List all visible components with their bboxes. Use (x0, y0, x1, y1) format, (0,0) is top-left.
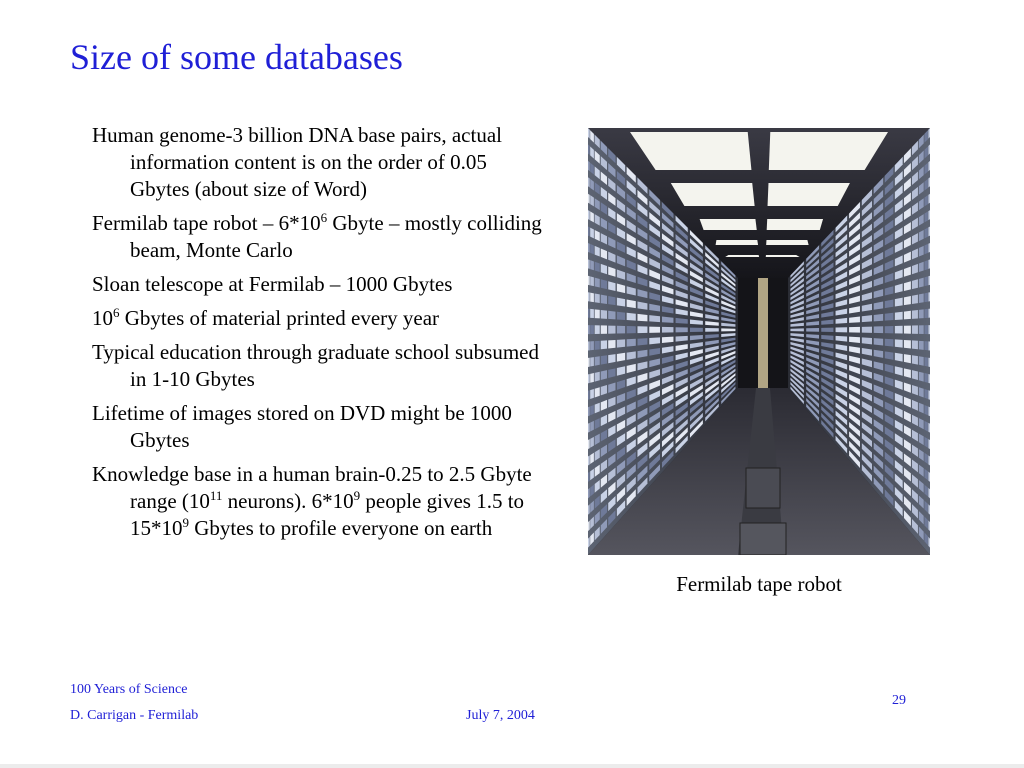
tape-cartridge (924, 421, 927, 432)
bullet-item (92, 461, 542, 542)
tape-cartridge (588, 210, 590, 220)
tape-cartridge (928, 210, 930, 220)
tape-cartridge (588, 390, 590, 400)
bullet-text: Human genome-3 billion DNA base pairs, actual information content is on the order of 0.05 Gbytes (about size of Word) (92, 123, 502, 201)
tape-cartridge (895, 353, 903, 362)
tape-cartridge (617, 326, 625, 334)
tape-cartridge (590, 309, 594, 318)
tape-cartridge (806, 328, 819, 332)
tape-cartridge (588, 455, 590, 465)
tape-cartridge (904, 340, 911, 349)
tape-cartridge (919, 325, 924, 334)
tape-cartridge (912, 295, 918, 304)
tape-cartridge (895, 312, 903, 320)
tape-cartridge (590, 421, 594, 432)
tape-cartridge (617, 312, 625, 320)
tape-cartridge (862, 337, 872, 344)
tape-cartridge (590, 341, 594, 350)
tape-cartridge (617, 298, 625, 307)
tape-cartridge (904, 296, 911, 305)
tape-cartridge (885, 339, 894, 347)
tape-cartridge (588, 144, 590, 155)
tape-cartridge (608, 296, 615, 305)
tape-cartridge (627, 313, 636, 321)
tape-cartridge (617, 339, 625, 347)
tape-cartridge (904, 311, 911, 320)
tape-cartridge (588, 292, 590, 301)
tape-cartridge (895, 339, 903, 347)
tape-cartridge (588, 374, 590, 383)
bullet-text: Sloan telescope at Fermilab – 1000 Gbytes (92, 272, 453, 296)
tape-cartridge (588, 341, 590, 350)
tape-cartridge (590, 357, 594, 366)
tape-cartridge (588, 177, 590, 187)
ceiling-light (768, 183, 850, 206)
tape-cartridge (637, 326, 647, 333)
tape-cartridge (874, 314, 883, 321)
tape-cartridge (676, 327, 688, 332)
tape-cartridge (627, 326, 636, 333)
tape-cartridge (637, 314, 647, 321)
tape-cartridge (924, 357, 927, 366)
tape-cartridge (595, 372, 600, 382)
exponent: 6 (113, 305, 120, 320)
ceiling-light (700, 219, 757, 230)
tape-cartridge (617, 353, 625, 362)
tape-cartridge (662, 327, 673, 333)
tape-cartridge (928, 374, 930, 383)
tape-cartridge (919, 293, 924, 302)
tape-cartridge (919, 372, 924, 382)
bullet-list (92, 122, 542, 549)
tape-cartridge (912, 340, 918, 349)
tape-cartridge (912, 370, 918, 380)
tape-cartridge (588, 194, 590, 204)
tape-cartridge (690, 328, 703, 332)
tape-cartridge (601, 310, 607, 319)
tape-cartridge (637, 338, 647, 345)
bullet-text: Gbytes to profile everyone on earth (189, 516, 493, 540)
tape-cartridge (588, 227, 590, 237)
tape-cartridge (588, 259, 590, 269)
tape-cartridge (924, 244, 927, 254)
tape-cartridge (705, 328, 719, 332)
ceiling-light (671, 183, 755, 206)
tape-cartridge (895, 326, 903, 334)
bullet-item (92, 339, 542, 393)
tape-cartridge (912, 355, 918, 364)
tape-robot-illustration (588, 128, 930, 555)
tape-cartridge (928, 177, 930, 187)
tape-cartridge (590, 373, 594, 383)
exponent: 6 (320, 210, 328, 225)
tape-cartridge (590, 276, 594, 286)
tape-cartridge (928, 472, 930, 482)
tape-cartridge (928, 390, 930, 400)
tape-cartridge (601, 325, 607, 333)
tape-cartridge (928, 194, 930, 204)
bullet-text: Fermilab tape robot – 6*10 (92, 211, 321, 235)
tape-cartridge (928, 325, 930, 334)
exponent: 9 (353, 488, 361, 503)
ceiling-light (766, 255, 800, 257)
tape-cartridge (924, 389, 927, 399)
footer-author: D. Carrigan - Fermilab (70, 708, 199, 723)
tape-cartridge (874, 338, 883, 345)
tape-cartridge (595, 293, 600, 302)
tape-cartridge (595, 309, 600, 318)
tape-cartridge (904, 326, 911, 334)
tape-cartridge (590, 325, 594, 334)
tape-cartridge (590, 260, 594, 270)
tape-cartridge (928, 292, 930, 301)
tape-cartridge (912, 279, 918, 289)
tape-cartridge (588, 243, 590, 253)
tape-cartridge (924, 309, 927, 318)
tape-cartridge (588, 276, 590, 285)
tape-cartridge (928, 227, 930, 237)
exponent: 9 (182, 515, 189, 530)
tape-cartridge (924, 276, 927, 286)
tape-cartridge (608, 311, 615, 320)
tape-cartridge (895, 298, 903, 307)
tape-cartridge (595, 356, 600, 365)
tape-cartridge (919, 341, 924, 350)
bullet-item (92, 210, 542, 264)
tape-cartridge (912, 310, 918, 319)
page-number: 29 (892, 693, 906, 708)
tape-cartridge (928, 341, 930, 350)
tape-cartridge (588, 325, 590, 334)
tape-cartridge (590, 293, 594, 302)
tape-cartridge (627, 339, 636, 347)
tape-cartridge (649, 315, 660, 322)
tape-cartridge (919, 309, 924, 318)
tape-cartridge (595, 278, 600, 288)
tape-cartridge (885, 326, 894, 333)
ceiling-light (766, 240, 808, 245)
tape-cartridge (924, 293, 927, 302)
bullet-text: Knowledge base in a human brain-0.25 to 2.5 Gbyte range (10 (92, 462, 532, 513)
tape-cartridge (588, 128, 590, 139)
tape-cartridge (590, 389, 594, 399)
footer-date: July 7, 2004 (466, 708, 535, 723)
tape-cartridge (608, 354, 615, 363)
tape-cartridge (588, 537, 590, 548)
tape-cartridge (928, 259, 930, 269)
tape-cartridge (790, 328, 803, 331)
tape-cartridge (588, 488, 590, 498)
bullet-item (92, 400, 542, 454)
bullet-text: 10 (92, 306, 113, 330)
tape-cartridge (928, 407, 930, 417)
tape-cartridge (919, 278, 924, 288)
tape-cartridge (928, 488, 930, 498)
tape-cartridge (836, 327, 848, 332)
tape-cartridge (588, 309, 590, 318)
bullet-item (92, 271, 542, 298)
tape-cartridge (928, 423, 930, 433)
tape-cartridge (924, 405, 927, 415)
tape-cartridge (919, 387, 924, 397)
tape-cartridge (928, 276, 930, 285)
tape-cartridge (874, 326, 883, 333)
bullet-text: Gbyte – mostly colliding beam, Monte Carlo (130, 211, 542, 262)
tape-cartridge (928, 128, 930, 139)
tape-cartridge (912, 325, 918, 333)
tape-cartridge (721, 328, 735, 331)
tape-cartridge (588, 161, 590, 171)
bullet-text: neurons). 6*10 (222, 489, 354, 513)
bullet-text: Typical education through graduate school subsumed in 1-10 Gbytes (92, 340, 539, 391)
tape-cartridge (595, 387, 600, 397)
tape-cartridge (919, 356, 924, 365)
tape-cartridge (928, 243, 930, 253)
photo-caption: Fermilab tape robot (676, 572, 842, 596)
tape-cartridge (928, 455, 930, 465)
tape-cartridge (924, 341, 927, 350)
tape-cartridge (928, 309, 930, 318)
tape-cartridge (601, 340, 607, 349)
tape-cartridge (862, 315, 872, 322)
bullet-item (92, 305, 542, 332)
tape-cartridge (649, 337, 660, 344)
ceiling-light (725, 255, 759, 257)
bullet-item (92, 122, 542, 203)
tape-cartridge (608, 326, 615, 334)
tape-cartridge (601, 279, 607, 289)
tape-cartridge (924, 373, 927, 383)
tape-cartridge (588, 423, 590, 433)
tape-cartridge (588, 439, 590, 449)
tape-cartridge (601, 355, 607, 364)
tape-cartridge (928, 439, 930, 449)
bullet-text: Gbytes of material printed every year (119, 306, 440, 330)
tape-cartridge (862, 327, 872, 333)
tape-robot-photo (588, 128, 930, 555)
tape-cartridge (588, 472, 590, 482)
bullet-text: Lifetime of images stored on DVD might be 1000 Gbytes (92, 401, 512, 452)
tape-cartridge (849, 327, 860, 333)
tape-cartridge (595, 341, 600, 350)
ceiling-light (716, 240, 758, 245)
bullet-text: people gives 1.5 to 15*10 (130, 489, 525, 540)
tape-cartridge (595, 325, 600, 334)
tape-cartridge (649, 327, 660, 333)
tape-cartridge (904, 354, 911, 363)
tape-cartridge (928, 504, 930, 515)
tape-cartridge (608, 340, 615, 349)
tape-cartridge (928, 521, 930, 532)
tape-cartridge (588, 407, 590, 417)
ceiling-light (767, 219, 823, 230)
tape-cartridge (601, 295, 607, 304)
tape-cartridge (885, 313, 894, 321)
tape-cartridge (928, 144, 930, 155)
tape-cartridge (821, 328, 833, 332)
tape-cartridge (928, 358, 930, 367)
tape-cartridge (924, 325, 927, 334)
tape-cartridge (919, 262, 924, 272)
tape-cartridge (590, 244, 594, 254)
slide-title: Size of some databases (70, 37, 403, 77)
tape-cartridge (590, 405, 594, 415)
tape-cartridge (928, 537, 930, 548)
exponent: 11 (209, 488, 223, 503)
tape-cartridge (588, 521, 590, 532)
tape-cartridge (924, 260, 927, 270)
tape-cartridge (595, 262, 600, 272)
tape-cartridge (601, 370, 607, 380)
footer-series: 100 Years of Science (70, 682, 188, 697)
bottom-rule (0, 764, 1024, 768)
tape-cartridge (588, 504, 590, 515)
tape-cartridge (588, 358, 590, 367)
tape-cartridge (928, 161, 930, 171)
